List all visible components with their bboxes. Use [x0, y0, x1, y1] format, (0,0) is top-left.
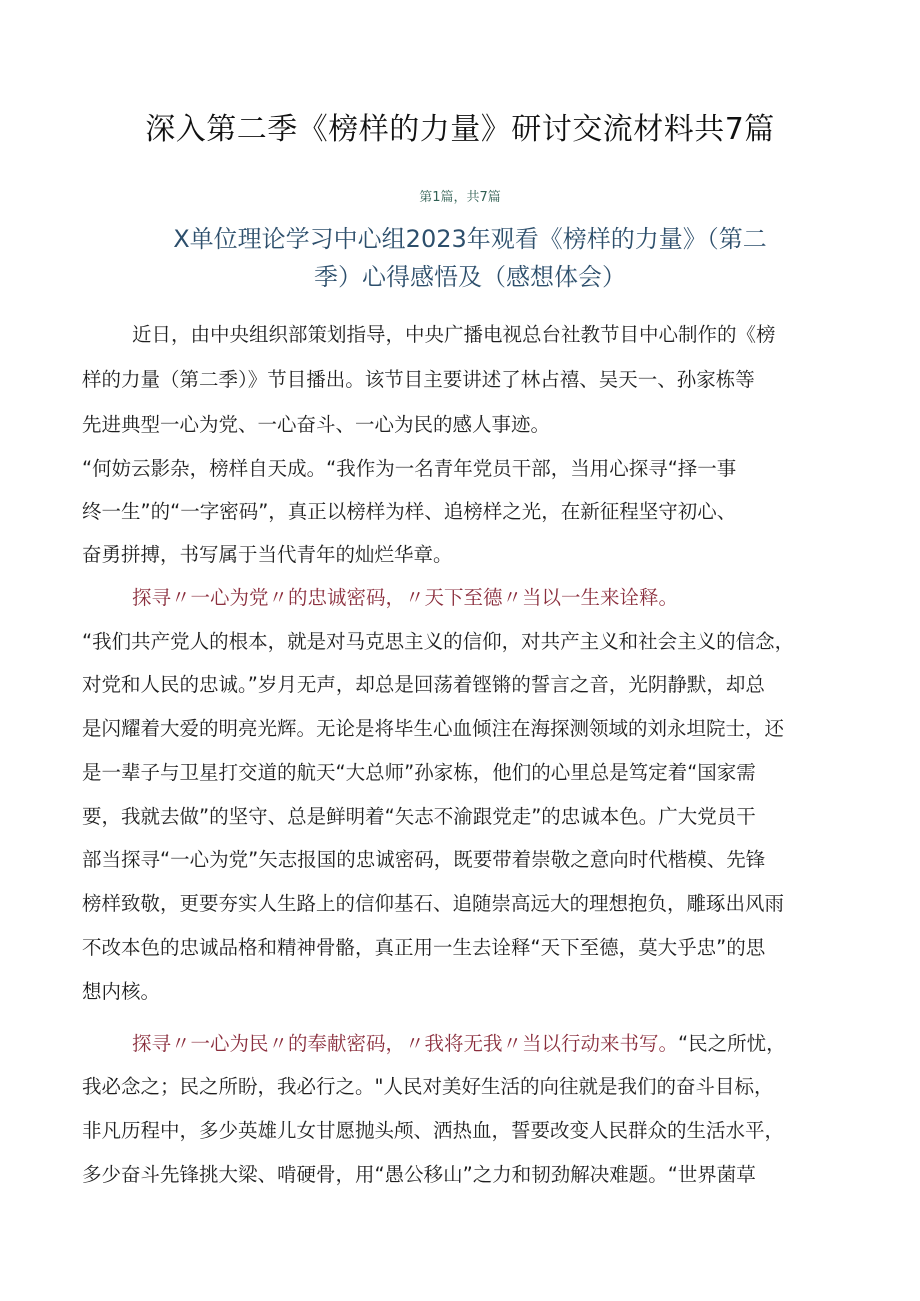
paragraph-intro — [82, 312, 852, 447]
article-title-line-2: 季）心得感悟及（感想体会） — [314, 263, 626, 291]
text-line: 部当探寻“一心为党”矢志报国的忠诚密码，既要带着崇敬之意向时代楷模、先锋 — [82, 848, 766, 872]
text-line: 想内核。 — [82, 979, 161, 1003]
part-label: 第1篇，共7篇 — [419, 190, 501, 205]
text-line: 样的力量（第二季）》节目播出。该节目主要讲述了林占禧、吴天一、孙家栋等 — [82, 368, 755, 391]
text-line: 对党和人民的忠诚。”岁月无声，却总是回荡着铿锵的誓言之音，光阴静默，却总 — [82, 673, 765, 697]
article-title-line-1: X单位理论学习中心组2023年观看《榜样的力量》（第二 — [173, 225, 767, 253]
text-line: 近日，由中央组织部策划指导，中央广播电视总台社教节目中心制作的《榜 — [132, 323, 776, 346]
main-title: 深入第二季《榜样的力量》研讨交流材料共7篇 — [145, 112, 775, 147]
text-line: 先进典型一心为党、一心奋斗、一心为民的感人事迹。 — [82, 413, 551, 436]
text-line: 是闪耀着大爱的明亮光辉。无论是将毕生心血倾注在海探测领域的刘永坦院士，还 — [82, 717, 785, 741]
article-title — [120, 220, 820, 296]
text-line: 奋勇拼搏，书写属于当代青年的灿烂华章。 — [82, 543, 453, 566]
text-line: 是一辈子与卫星打交道的航天“大总师”孙家栋，他们的心里总是笃定着“国家需 — [82, 760, 756, 784]
text-line: 榜样致敬，更要夯实人生路上的信仰基石、追随崇高远大的理想抱负，雕琢出风雨 — [82, 892, 785, 916]
text-line: 多少奋斗先锋挑大梁、啃硬骨，用“愚公移山”之力和韧劲解决难题。“世界菌草 — [82, 1163, 756, 1187]
section-heading-2 — [82, 1022, 852, 1066]
paragraph-quote — [82, 447, 852, 576]
text-line: 要，我就去做”的坚守、总是鲜明着“矢志不渝跟党走”的忠诚本色。广大党员干 — [82, 804, 756, 828]
text-line: “我们共产党人的根本，就是对马克思主义的信仰，对共产主义和社会主义的信念， — [82, 629, 795, 653]
text-line: 不改本色的忠诚品格和精神骨骼，真正用一生去诠释“天下至德，莫大乎忠”的思 — [82, 936, 766, 960]
section-heading-2-red: 探寻〃一心为民〃的奉献密码，〃我将无我〃当以行动来书写。 — [132, 1031, 679, 1055]
section-heading-1: 探寻〃一心为党〃的忠诚密码，〃天下至德〃当以一生来诠释。 — [132, 586, 679, 609]
text-line: 非凡历程中，多少英雄儿女甘愿抛头颅、洒热血，誓要改变人民群众的生活水平， — [82, 1119, 785, 1143]
section-heading-2-tail: “民之所忧， — [678, 1031, 786, 1055]
paragraph-people — [82, 1065, 852, 1197]
text-line: 终一生”的“一字密码”，真正以榜样为样、追榜样之光，在新征程坚守初心、 — [82, 500, 737, 523]
text-line: 我必念之；民之所盼，我必行之。"人民对美好生活的向往就是我们的奋斗目标， — [82, 1075, 774, 1099]
text-line: “何妨云影杂，榜样自天成。“我作为一名青年党员干部，当用心探寻“择一事 — [82, 457, 737, 480]
paragraph-loyalty — [82, 620, 852, 1014]
document-body — [82, 312, 852, 1197]
